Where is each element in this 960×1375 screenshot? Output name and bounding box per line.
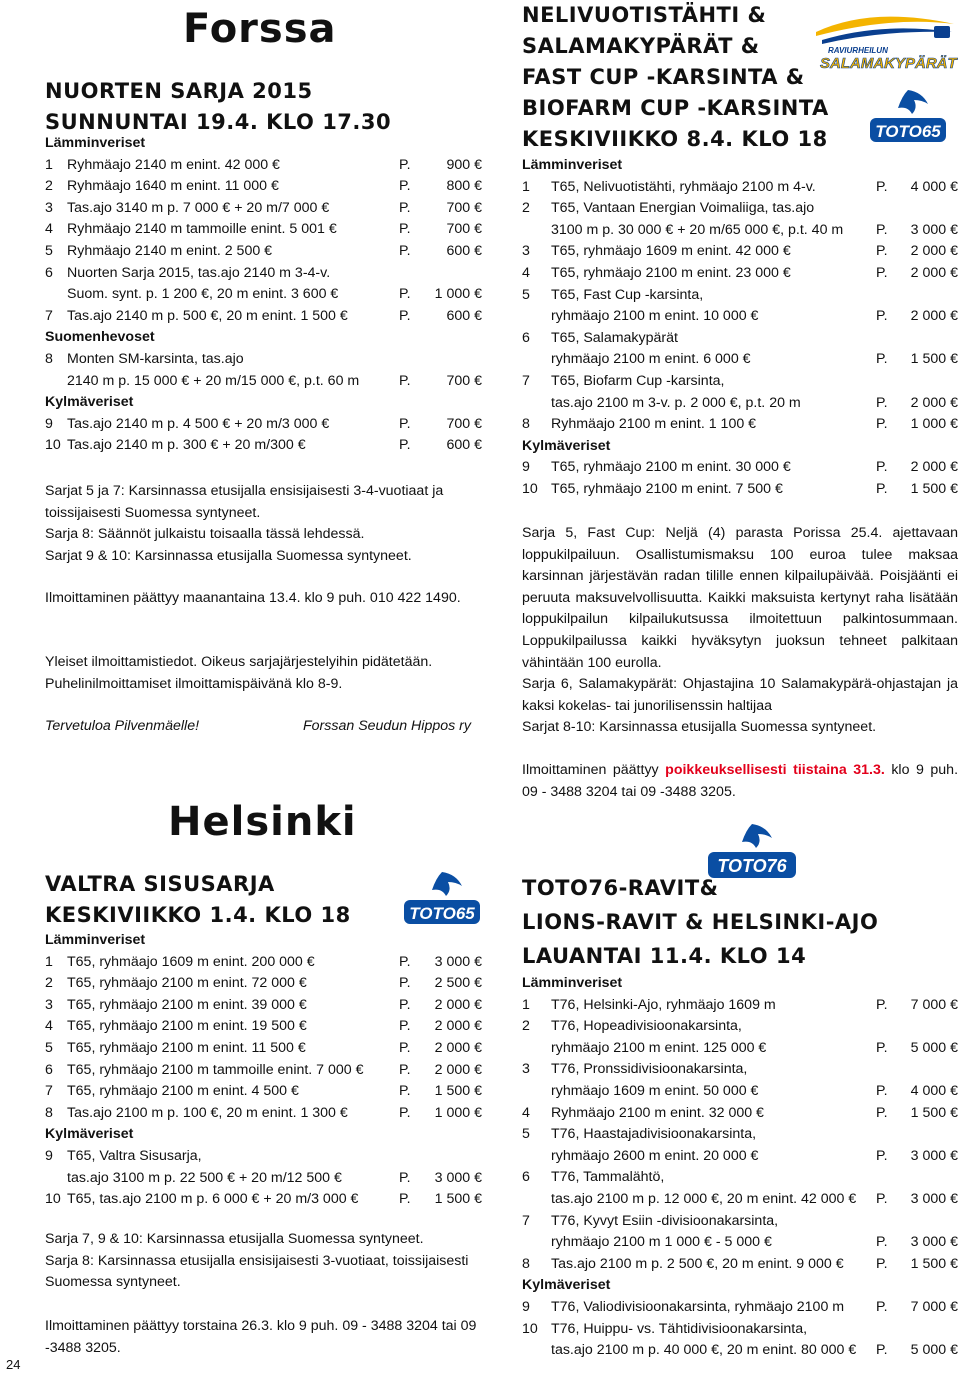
forssa-signup: Ilmoittaminen päättyy maanantaina 13.4. klo 9 puh. 010 422 1490. [45, 590, 461, 606]
race-row [522, 457, 958, 479]
race-description: T76, Valiodivisioonakarsinta, ryhmäajo 2100 m [551, 1298, 845, 1315]
prize-label: P. [876, 1234, 888, 1251]
prize-value: 1 500 € [910, 1104, 958, 1121]
race-description: T65, ryhmäajo 2100 m tammoille enint. 7 000 € [67, 1061, 364, 1078]
prize-value: 1 000 € [434, 286, 482, 303]
race-description: Ryhmäajo 2140 m tammoille enint. 5 001 € [67, 221, 337, 238]
race-number: 10 [522, 1320, 538, 1337]
category-heading: Lämminveriset [522, 975, 623, 991]
race-row [522, 198, 958, 220]
race-number: 1 [522, 178, 530, 195]
prize-value: 600 € [446, 307, 482, 324]
race-number: 2 [45, 975, 53, 992]
race-row [45, 1060, 482, 1082]
race-description: Tas.ajo 2140 m p. 500 €, 20 m enint. 1 500 € [67, 307, 348, 324]
race-row [522, 1167, 958, 1189]
race-number: 1 [45, 156, 53, 173]
race-number: 7 [45, 307, 53, 324]
toto76-heading [522, 871, 878, 973]
prize-value: 1 500 € [434, 1083, 482, 1100]
race-description: T65, ryhmäajo 2100 m enint. 19 500 € [67, 1018, 307, 1035]
category-heading: Lämminveriset [45, 135, 146, 151]
race-number: 7 [45, 1083, 53, 1100]
nelivuotis-signup [522, 760, 958, 803]
prize-value: 3 000 € [434, 1169, 482, 1186]
nelivuotis-heading-line-4: BIOFARM CUP -KARSINTA [522, 96, 829, 120]
category-heading: Suomenhevoset [45, 329, 155, 346]
race-number: 5 [522, 1126, 530, 1143]
prize-value: 1 500 € [910, 1255, 958, 1272]
race-number: 8 [522, 1255, 530, 1272]
race-row [522, 306, 958, 328]
forssa-general-2: Puhelinilmoittamiset ilmoittamispäivänä klo 8-9. [45, 675, 343, 692]
race-description: T65, ryhmäajo 2100 m enint. 72 000 € [67, 975, 307, 992]
race-number: 3 [45, 996, 53, 1013]
race-row [522, 1319, 958, 1341]
prize-label: P. [876, 351, 888, 368]
nelivuotis-heading-line-3: FAST CUP -KARSINTA & [522, 65, 805, 89]
race-number: 6 [45, 1061, 53, 1078]
race-description: ryhmäajo 2100 m enint. 10 000 € [551, 308, 759, 325]
race-description: ryhmäajo 2100 m enint. 125 000 € [551, 1039, 767, 1056]
category-heading: Kylmäveriset [45, 394, 134, 411]
prize-label: P. [876, 308, 888, 325]
race-description: T65, Biofarm Cup -karsinta, [551, 372, 725, 389]
prize-label: P. [876, 394, 888, 411]
nelivuotis-heading-line-2: SALAMAKYPÄRÄT & [522, 34, 760, 58]
prize-value: 700 € [446, 199, 482, 216]
salamakyparat-logo-main: SALAMAKYPÄRÄT [820, 55, 957, 70]
prize-label: P. [876, 1104, 888, 1121]
nelivuotis-note-3: Sarjat 8-10: Karsinnassa etusijalla Suomessa syntyneet. [522, 719, 877, 736]
race-number: 6 [45, 264, 53, 281]
race-description: 2140 m p. 15 000 € + 20 m/15 000 €, p.t. 60 m [67, 372, 360, 389]
prize-label: P. [399, 1018, 411, 1035]
race-row [45, 1081, 482, 1103]
race-row [522, 1232, 958, 1254]
race-row [45, 414, 482, 436]
prize-value: 3 000 € [910, 1147, 958, 1164]
prize-label: P. [876, 178, 888, 195]
prize-label: P. [876, 1255, 888, 1272]
race-description: T76, Haastajadivisioonakarsinta, [551, 1126, 757, 1143]
race-number: 3 [522, 243, 530, 260]
prize-value: 2 000 € [434, 996, 482, 1013]
nelivuotis-notes [522, 523, 958, 739]
nelivuotis-heading-line-5: KESKIVIIKKO 8.4. KLO 18 [522, 127, 828, 151]
race-number: 9 [45, 415, 53, 432]
race-row [522, 285, 958, 307]
prize-value: 700 € [446, 372, 482, 389]
race-description: T65, Vantaan Energian Voimaliiga, tas.ajo [551, 200, 815, 217]
prize-value: 2 000 € [910, 264, 958, 281]
prize-label: P. [399, 307, 411, 324]
prize-value: 1 000 € [910, 416, 958, 433]
prize-label: P. [399, 1061, 411, 1078]
prize-value: 4 000 € [910, 178, 958, 195]
prize-label: P. [399, 1191, 411, 1208]
race-row [522, 1254, 958, 1276]
race-description: tas.ajo 3100 m p. 22 500 € + 20 m/12 500 € [67, 1169, 342, 1186]
nelivuotis-note-1: Sarja 5, Fast Cup: Neljä (4) parasta Porissa 25.4. ajettavaan loppukilpailuun. Osallistumismaksu 100 euroa tulee maksaa karsinnan järjestävän radan tilille ennen kilpailupäivää. Poisjäänti ei peruuta maksuvelvollisuutta. Kaikki maksuista kertynyt raha lisätään loppukilpailun kilpailukutsussa ilmoitettuun palkintosummaan. Loppukilpailussa kaikki hyväksytyn juoksun tehneet palkitaan vähintään 100 eurolla. [522, 525, 958, 671]
race-description: T65, ryhmäajo 2100 m enint. 30 000 € [551, 459, 791, 476]
race-description: tas.ajo 2100 m p. 40 000 €, 20 m enint. 80 000 € [551, 1342, 857, 1359]
race-row [45, 1103, 482, 1125]
race-description: Ryhmäajo 2140 m enint. 2 500 € [67, 242, 273, 259]
prize-label: P. [399, 1104, 411, 1121]
race-number: 5 [522, 286, 530, 303]
prize-label: P. [876, 1342, 888, 1359]
prize-value: 1 500 € [910, 480, 958, 497]
race-row [522, 263, 958, 285]
race-number: 2 [522, 200, 530, 217]
prize-label: P. [876, 459, 888, 476]
prize-label: P. [876, 996, 888, 1013]
prize-label: P. [876, 1039, 888, 1056]
forssa-welcome: Tervetuloa Pilvenmäelle! [45, 718, 200, 734]
race-row [522, 371, 958, 393]
race-description: Ryhmäajo 2100 m enint. 32 000 € [551, 1104, 764, 1121]
prize-value: 2 500 € [434, 975, 482, 992]
race-description: Ryhmäajo 1640 m enint. 11 000 € [67, 178, 279, 195]
category-heading: Lämminveriset [522, 157, 623, 173]
prize-value: 2 000 € [910, 308, 958, 325]
race-description: Nuorten Sarja 2015, tas.ajo 2140 m 3-4-v. [67, 264, 331, 281]
category-heading: Kylmäveriset [45, 1126, 134, 1143]
race-row [45, 995, 482, 1017]
helsinki-note-2: Sarja 8: Karsinnassa etusijalla ensisijaisesti 3-vuotiaat, toissijaisesti Suomessa syntyneet. [45, 1252, 469, 1291]
race-row [522, 479, 958, 501]
race-description: Suom. synt. p. 1 200 €, 20 m enint. 3 600 € [67, 286, 339, 303]
prize-label: P. [399, 437, 411, 454]
race-number: 7 [522, 1212, 530, 1229]
prize-value: 2 000 € [434, 1018, 482, 1035]
toto76-heading-line-3: LAUANTAI 11.4. KLO 14 [522, 944, 807, 968]
race-description: T76, Pronssidivisioonakarsinta, [551, 1061, 748, 1078]
prize-label: P. [399, 372, 411, 389]
prize-value: 700 € [446, 415, 482, 432]
prize-value: 2 000 € [434, 1039, 482, 1056]
race-row [45, 198, 482, 220]
toto76-label: TOTO76 [717, 856, 787, 876]
prize-value: 7 000 € [910, 1298, 958, 1315]
prize-label: P. [876, 480, 888, 497]
prize-label: P. [876, 1082, 888, 1099]
race-number: 8 [45, 1104, 53, 1121]
forssa-heading [45, 76, 391, 138]
race-row [522, 241, 958, 263]
race-row [45, 371, 482, 393]
race-row [522, 1189, 958, 1211]
race-number: 1 [45, 953, 53, 970]
nelivuotis-note-2: Sarja 6, Salamakypärät: Ohjastajina 10 Salamakypärä-ohjastajan ja kaksi kokelas- tai junorilisenssin haltijaa [522, 676, 958, 714]
race-description: Tas.ajo 2140 m p. 300 € + 20 m/300 € [67, 437, 306, 454]
race-description: Ryhmäajo 2100 m enint. 1 100 € [551, 416, 757, 433]
race-row [45, 1146, 482, 1168]
forssa-note-1: Sarjat 5 ja 7: Karsinnassa etusijalla ensisijaisesti 3-4-vuotiaat ja toissijaisesti Suomessa syntyneet. [45, 483, 444, 521]
race-row [45, 1038, 482, 1060]
prize-value: 3 000 € [910, 221, 958, 238]
race-number: 7 [522, 372, 530, 389]
race-number: 10 [45, 1191, 61, 1208]
prize-value: 1 500 € [910, 351, 958, 368]
race-row [45, 155, 482, 177]
race-row [45, 1189, 482, 1211]
prize-value: 3 000 € [434, 953, 482, 970]
toto65-logo-nelivuotis [868, 88, 948, 144]
prize-value: 2 000 € [910, 243, 958, 260]
toto65-logo-graphic [868, 88, 948, 144]
race-number: 5 [45, 1039, 53, 1056]
prize-label: P. [399, 1039, 411, 1056]
race-description: tas.ajo 2100 m p. 12 000 €, 20 m enint. 42 000 € [551, 1190, 857, 1207]
race-row [522, 349, 958, 371]
prize-label: P. [399, 975, 411, 992]
salamakyparat-logo-graphic [812, 10, 958, 70]
race-row [522, 1211, 958, 1233]
race-row [522, 1081, 958, 1103]
category-heading: Kylmäveriset [522, 1277, 611, 1294]
helsinki-heading-line-1: VALTRA SISUSARJA [45, 872, 275, 896]
race-description: Tas.ajo 2100 m p. 100 €, 20 m enint. 1 300 € [67, 1104, 348, 1121]
race-number: 2 [522, 1018, 530, 1035]
prize-label: P. [876, 416, 888, 433]
race-row [522, 995, 958, 1017]
toto65-logo-helsinki [402, 870, 482, 926]
race-description: T65, ryhmäajo 2100 m enint. 4 500 € [67, 1083, 299, 1100]
race-row [522, 1340, 958, 1362]
race-row [45, 284, 482, 306]
prize-label: P. [399, 415, 411, 432]
prize-label: P. [399, 1169, 411, 1186]
salamakyparat-logo-top: RAVIURHEILUN [828, 46, 888, 55]
prize-value: 4 000 € [910, 1082, 958, 1099]
race-description: T65, ryhmäajo 2100 m enint. 7 500 € [551, 480, 783, 497]
prize-value: 3 000 € [910, 1190, 958, 1207]
prize-label: P. [399, 286, 411, 303]
nelivuotis-heading-line-1: NELIVUOTISTÄHTI & [522, 3, 767, 27]
prize-value: 5 000 € [910, 1039, 958, 1056]
race-row [45, 241, 482, 263]
race-row [522, 1059, 958, 1081]
race-description: Tas.ajo 2100 m p. 2 500 €, 20 m enint. 9 000 € [551, 1255, 844, 1272]
race-row [522, 393, 958, 415]
prize-label: P. [399, 178, 411, 195]
race-description: T65, ryhmäajo 2100 m enint. 23 000 € [551, 264, 791, 281]
race-number: 9 [45, 1147, 53, 1164]
toto76-race-list [522, 973, 958, 1362]
race-row [45, 1168, 482, 1190]
prize-value: 2 000 € [910, 394, 958, 411]
nelivuotis-heading [522, 0, 829, 155]
race-number: 4 [522, 1104, 530, 1121]
race-description: T65, Fast Cup -karsinta, [551, 286, 704, 303]
race-row [522, 1124, 958, 1146]
helsinki-signup: Ilmoittaminen päättyy torstaina 26.3. klo 9 puh. 09 - 3488 3204 tai 09 -3488 3205. [45, 1318, 477, 1356]
prize-label: P. [399, 242, 411, 259]
race-number: 8 [522, 416, 530, 433]
helsinki-notes [45, 1229, 482, 1294]
race-number: 8 [45, 350, 53, 367]
prize-value: 1 500 € [434, 1191, 482, 1208]
toto76-heading-line-1: TOTO76-RAVIT& [522, 876, 719, 900]
race-number: 9 [522, 459, 530, 476]
race-description: T65, Valtra Sisusarja, [67, 1147, 202, 1164]
race-row [45, 219, 482, 241]
race-description: tas.ajo 2100 m 3-v. p. 2 000 €, p.t. 20 m [551, 394, 801, 411]
prize-value: 600 € [446, 242, 482, 259]
helsinki-note-1: Sarja 7, 9 & 10: Karsinnassa etusijalla Suomessa syntyneet. [45, 1231, 424, 1247]
race-description: T65, ryhmäajo 1609 m enint. 42 000 € [551, 243, 791, 260]
prize-value: 700 € [446, 221, 482, 238]
race-row [522, 1146, 958, 1168]
forssa-general [45, 652, 485, 695]
race-number: 10 [45, 437, 61, 454]
nelivuotis-signup-post: klo 9 puh. 09 - 3488 3204 tai 09 -3488 3205. [522, 762, 959, 800]
race-description: T65, Salamakypärät [551, 329, 678, 346]
forssa-organizer: Forssan Seudun Hippos ry [303, 718, 471, 734]
prize-value: 600 € [446, 437, 482, 454]
race-row [522, 328, 958, 350]
race-description: ryhmäajo 2100 m 1 000 € - 5 000 € [551, 1234, 772, 1251]
category-heading: Lämminveriset [45, 932, 146, 948]
race-row [522, 1297, 958, 1319]
toto65-label-helsinki: TOTO65 [409, 904, 475, 923]
race-description: Monten SM-karsinta, tas.ajo [67, 350, 244, 367]
race-description: T76, Tammalähtö, [551, 1169, 665, 1186]
prize-label: P. [399, 953, 411, 970]
forssa-note-3: Sarjat 9 & 10: Karsinnassa etusijalla Suomessa syntyneet. [45, 547, 412, 564]
race-description: ryhmäajo 2600 m enint. 20 000 € [551, 1147, 759, 1164]
race-row [522, 1103, 958, 1125]
race-description: Tas.ajo 3140 m p. 7 000 € + 20 m/7 000 € [67, 199, 330, 216]
race-number: 10 [522, 480, 538, 497]
race-description: T65, ryhmäajo 2100 m enint. 39 000 € [67, 996, 307, 1013]
race-row [45, 435, 482, 457]
city-title-helsinki: Helsinki [168, 799, 357, 845]
forssa-notes [45, 481, 482, 567]
prize-value: 7 000 € [910, 996, 958, 1013]
race-description: Ryhmäajo 2140 m enint. 42 000 € [67, 156, 280, 173]
toto65-logo-helsinki-graphic [402, 870, 482, 926]
prize-label: P. [399, 199, 411, 216]
race-row [45, 349, 482, 371]
prize-value: 1 000 € [434, 1104, 482, 1121]
nelivuotis-signup-highlight: poikkeuksellisesti tiistaina 31.3. [665, 762, 885, 778]
race-row [522, 414, 958, 436]
race-description: T65, ryhmäajo 2100 m enint. 11 500 € [67, 1039, 306, 1056]
race-number: 3 [522, 1061, 530, 1078]
race-description: ryhmäajo 2100 m enint. 6 000 € [551, 351, 751, 368]
race-description: T76, Helsinki-Ajo, ryhmäajo 1609 m [551, 996, 776, 1013]
forssa-general-1: Yleiset ilmoittamistiedot. Oikeus sarjajärjestelyihin pidätetään. [45, 654, 433, 670]
helsinki-heading [45, 869, 351, 931]
race-number: 6 [522, 1169, 530, 1186]
prize-value: 900 € [446, 156, 482, 173]
helsinki-heading-line-2: KESKIVIIKKO 1.4. KLO 18 [45, 903, 351, 927]
salamakyparat-logo [812, 10, 958, 70]
race-row [522, 177, 958, 199]
race-description: T65, ryhmäajo 1609 m enint. 200 000 € [67, 953, 315, 970]
prize-label: P. [876, 221, 888, 238]
race-row [522, 220, 958, 242]
race-row [45, 306, 482, 328]
toto76-heading-line-2: LIONS-RAVIT & HELSINKI-AJO [522, 910, 879, 934]
race-row [522, 1038, 958, 1060]
race-row [45, 952, 482, 974]
prize-label: P. [876, 1147, 888, 1164]
category-heading: Kylmäveriset [522, 437, 611, 454]
prize-label: P. [876, 1190, 888, 1207]
race-number: 1 [522, 996, 530, 1013]
prize-label: P. [876, 1298, 888, 1315]
helsinki-race-list [45, 930, 482, 1211]
prize-label: P. [399, 1083, 411, 1100]
forssa-heading-line-2: SUNNUNTAI 19.4. KLO 17.30 [45, 110, 392, 134]
race-row [45, 176, 482, 198]
nelivuotis-signup-pre: Ilmoittaminen päättyy [522, 762, 666, 778]
forssa-race-list [45, 133, 482, 457]
prize-label: P. [876, 264, 888, 281]
race-number: 5 [45, 242, 53, 259]
race-description: T65, tas.ajo 2100 m p. 6 000 € + 20 m/3 000 € [67, 1191, 359, 1208]
race-row [45, 1016, 482, 1038]
prize-value: 800 € [446, 178, 482, 195]
prize-value: 2 000 € [434, 1061, 482, 1078]
race-number: 3 [45, 199, 53, 216]
city-title-forssa: Forssa [183, 6, 337, 52]
race-row [45, 263, 482, 285]
race-description: ryhmäajo 1609 m enint. 50 000 € [551, 1082, 759, 1099]
prize-value: 5 000 € [910, 1342, 958, 1359]
nelivuotis-race-list [522, 155, 958, 501]
prize-label: P. [876, 243, 888, 260]
race-number: 4 [522, 264, 530, 281]
race-description: T76, Huippu- vs. Tähtidivisioonakarsinta, [551, 1320, 808, 1337]
forssa-note-2: Sarja 8: Säännöt julkaistu toisaalla tässä lehdessä. [45, 526, 365, 543]
race-description: Tas.ajo 2140 m p. 4 500 € + 20 m/3 000 € [67, 415, 330, 432]
race-row [522, 1016, 958, 1038]
race-number: 6 [522, 329, 530, 346]
prize-value: 3 000 € [910, 1234, 958, 1251]
race-number: 4 [45, 1018, 53, 1035]
race-description: T76, Hopeadivisioonakarsinta, [551, 1018, 742, 1035]
prize-label: P. [399, 996, 411, 1013]
prize-label: P. [399, 221, 411, 238]
page-number: 24 [6, 1357, 21, 1372]
prize-value: 2 000 € [910, 459, 958, 476]
forssa-heading-line-1: NUORTEN SARJA 2015 [45, 79, 313, 103]
prize-label: P. [399, 156, 411, 173]
race-description: 3100 m p. 30 000 € + 20 m/65 000 €, p.t. 40 m [551, 221, 844, 238]
race-number: 9 [522, 1298, 530, 1315]
race-description: T76, Kyvyt Esiin -divisioonakarsinta, [551, 1212, 779, 1229]
race-number: 4 [45, 221, 53, 238]
race-row [45, 973, 482, 995]
race-description: T65, Nelivuotistähti, ryhmäajo 2100 m 4-v. [551, 178, 816, 195]
toto65-label-nelivuotis: TOTO65 [875, 122, 941, 141]
race-number: 2 [45, 178, 53, 195]
